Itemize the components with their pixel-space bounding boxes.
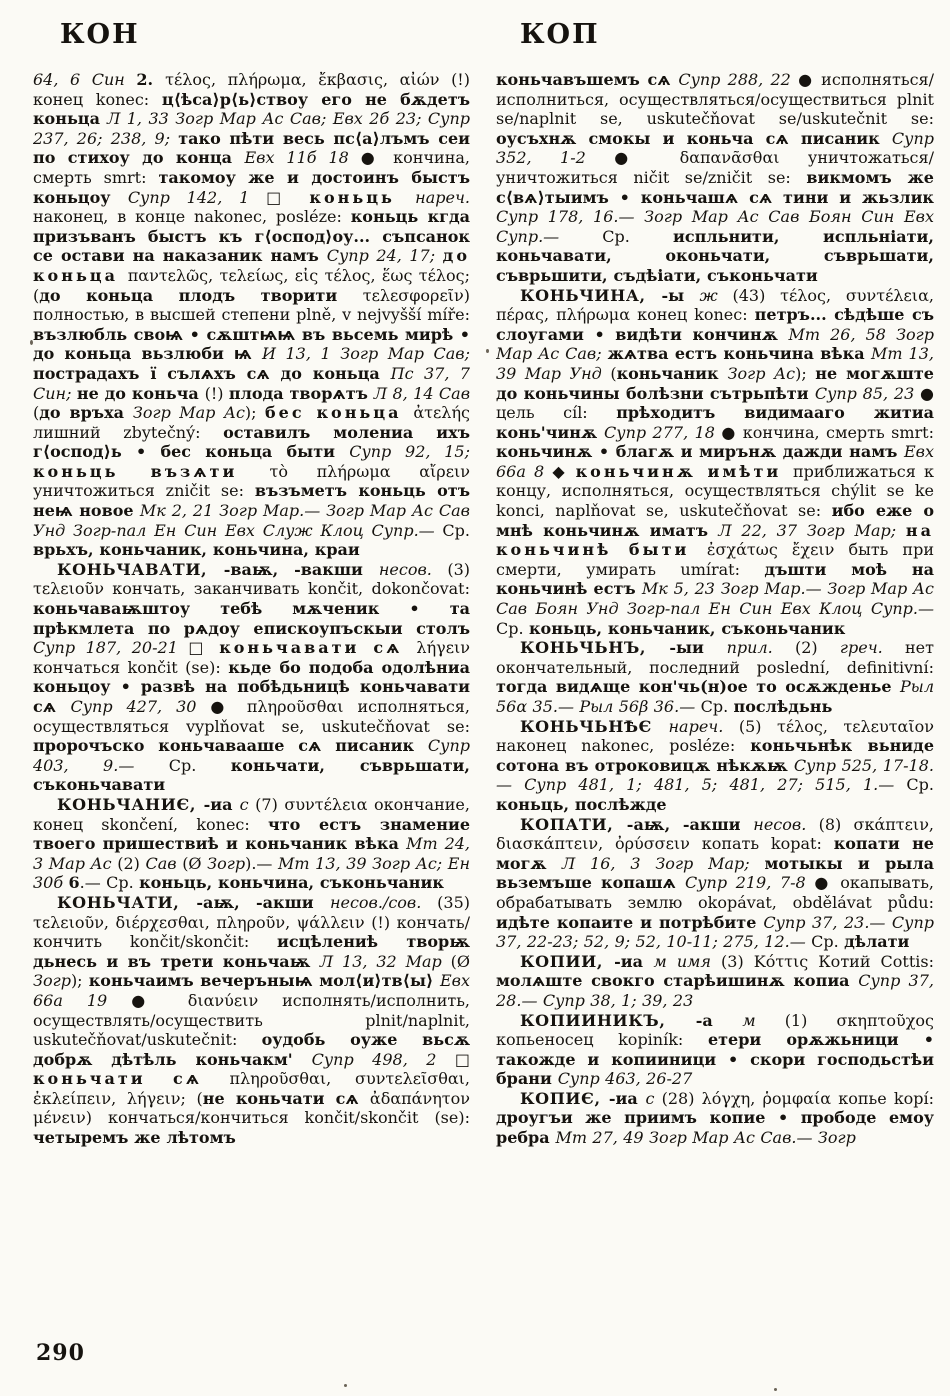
text-run: врьхъ, коньчаник, коньчина, краи xyxy=(33,540,360,560)
text-run: не могѫште до коньчины болѣзни сътрьпѣти xyxy=(496,363,934,403)
text-run: пророчъско коньчавааше сѧ писаник xyxy=(33,736,428,756)
text-run: етери орѫжьници • такожде и копииници • скори господьстѣи брани xyxy=(496,1030,934,1089)
text-run: коньчаник xyxy=(616,363,728,383)
text-run: ● кончина, смерть smrt: xyxy=(721,422,934,442)
text-run: исполняться, осуществляться vyplňovat se, uskutečňovat se: xyxy=(33,697,470,736)
scan-artifact xyxy=(774,1388,777,1391)
text-run: ); xyxy=(70,971,89,991)
text-run: (Ø xyxy=(450,951,470,971)
text-run: коньць xyxy=(309,187,416,207)
text-run: τελεσφορεῖν xyxy=(362,285,464,305)
text-run: коньчаваѭштоу тебѣ мѫченик • та прѣкмлета по рѧдоу епискоупъскыи столъ xyxy=(33,599,470,638)
text-run: уничтожаться/уничтожиться ničit se/zničit se: xyxy=(496,148,934,187)
text-run: λόγχη, ῥομφαία xyxy=(701,1088,839,1108)
text-run: коньчавъшемъ сѧ xyxy=(496,70,679,89)
text-run: Мт 26, 58 Зогр Мар Ас Сав; xyxy=(496,324,934,364)
headword: КОНЬЧАНИЄ, xyxy=(57,794,204,814)
text-run: копье kopí: xyxy=(838,1088,934,1108)
text-run: коньчати, съврьшати, съконьчавати xyxy=(33,755,470,795)
text-run: Супр 403, 9.— xyxy=(33,736,470,775)
text-run: коньчинѫ имѣти xyxy=(575,461,793,481)
text-run: что естъ знамение твоего пришествиѣ и коньчаник вѣка xyxy=(33,814,470,854)
dictionary-column-left xyxy=(33,70,470,1148)
text-run: тогда видѧще кон'чь(н)ое то осѫжденье xyxy=(496,677,901,697)
text-run: Евх 66а 8 xyxy=(496,442,934,481)
text-run: копать kopat: xyxy=(701,834,834,854)
text-run: послѣдьнь xyxy=(733,697,833,716)
headword: КОПАТИ, xyxy=(520,814,627,834)
dictionary-paragraph xyxy=(33,560,470,795)
text-run: бес коньца xyxy=(264,403,414,423)
text-run: Ср. xyxy=(700,697,734,716)
text-run: кончаться končit (se): xyxy=(33,657,229,677)
text-run: (!) xyxy=(204,383,229,403)
text-run: Рыл 56α 35.— Рыл 56β 36.— xyxy=(496,677,934,716)
text-run: кончать, заканчивать končit, dokončovat: xyxy=(112,579,470,599)
text-run: Супр 352, 1-2 xyxy=(496,128,934,168)
text-run: -ы xyxy=(661,285,700,305)
text-run: петръ... сѣдѣше съ слоугами • видѣти кончинѫ xyxy=(496,305,934,344)
text-run: τελειοῦν xyxy=(33,579,113,599)
text-run: Супр 92, 15; xyxy=(349,442,470,462)
text-run: ц⟨ѣса⟩р⟨ь⟩ствоу его не бѫдетъ коньца xyxy=(33,89,470,129)
text-run: (8) xyxy=(818,814,854,834)
headword: КОНЬЧИНА, xyxy=(520,285,662,305)
left-column-header: КОН xyxy=(60,19,140,50)
text-run: Супр 178, 16.— Зогр Мар Ас Сав Боян Син Евх Супр.— xyxy=(496,207,934,246)
text-run: 6 xyxy=(68,873,80,893)
text-run: (28) xyxy=(661,1088,702,1108)
text-run: нареч. xyxy=(415,187,470,207)
text-run: ἀδαπάνητον μένειν xyxy=(33,1088,470,1128)
text-run: .— Ср. xyxy=(79,873,140,893)
dictionary-paragraph xyxy=(33,70,470,560)
text-run: -аѭ, -акши xyxy=(626,814,754,834)
text-run: ἐσχάτως ἔχειν xyxy=(706,540,849,560)
text-run: σκηπτοῦχος xyxy=(836,1010,934,1030)
text-run: наконец nakonec, posléze: xyxy=(496,736,751,756)
text-run: σκάπτειν, διασκάπτειν, ὀρύσσειν xyxy=(496,814,934,854)
text-run: ● окапывать, обрабатывать землю okopávat, obdělávat půdu: xyxy=(496,873,934,912)
text-run: Супр 37, 28.— Супр 38, 1; 39, 23 xyxy=(496,971,934,1010)
text-run: на коньчинѣ быти xyxy=(496,520,934,560)
text-run: несов. xyxy=(378,559,448,579)
text-run: □ xyxy=(188,638,220,658)
dictionary-paragraph xyxy=(33,893,470,1148)
text-run: -аѭ, -акши xyxy=(196,892,330,912)
text-run: (7) xyxy=(255,794,285,814)
text-run: молѧште свокго старѣишинѫ копиа xyxy=(496,971,859,991)
text-run: -ыи xyxy=(669,638,727,658)
text-run: ● xyxy=(131,990,188,1010)
dictionary-paragraph xyxy=(496,815,934,952)
text-run: четыремъ же лѣтомъ xyxy=(33,1128,236,1148)
dictionary-paragraph xyxy=(496,952,934,1011)
text-run: плода творѧтъ xyxy=(228,383,374,403)
text-run: -ваѭ, -вакши xyxy=(223,559,379,579)
text-run: (3) xyxy=(447,559,470,579)
dictionary-paragraph xyxy=(496,1089,934,1148)
text-run: коньчати сѧ xyxy=(33,1069,230,1089)
text-run: конец konec: xyxy=(637,305,755,325)
text-run: ( xyxy=(33,403,40,423)
text-run: ◆ xyxy=(552,461,576,481)
text-run: □ xyxy=(266,187,310,207)
text-run: исцѣлениѣ творѭ дьнесь и въ трети коньчаѭ xyxy=(33,932,470,971)
text-run: възлюбль своѩ • сѫштѩѩ въ вьсемь мирѣ • до коньца вьзлюби ѩ xyxy=(33,324,470,364)
text-run: ἀτελής xyxy=(413,403,470,423)
dictionary-paragraph xyxy=(496,286,934,639)
text-run: коньць, послѣжде xyxy=(496,794,667,814)
text-run: до коньца xyxy=(33,246,470,285)
text-run: оставилъ молениа ихъ г⟨оспод⟩ь • бес коньца быти xyxy=(33,422,470,462)
text-run: Зогр Мар Ас xyxy=(132,403,245,423)
text-run: πληροῦσθαι xyxy=(246,697,358,716)
text-run: несов./сов. xyxy=(329,892,438,912)
text-run: коньць, коньчина, съконьчаник xyxy=(139,873,444,893)
text-run: коньчинѫ • благѫ и мирънѫ дажди намъ xyxy=(496,442,904,462)
text-run: ибо еже о мнѣ коньчинѫ иматъ xyxy=(496,501,934,540)
text-run: не до коньча xyxy=(76,383,205,403)
text-run: Κόττις xyxy=(753,951,819,971)
text-run: (1) xyxy=(784,1010,837,1030)
text-run: Супр 463, 26-27 xyxy=(557,1069,693,1089)
text-run: исполнять/исполнить, осуществлять/осуществить plnit/naplnit, uskutečňovat/uskutečnit: xyxy=(33,990,470,1050)
text-run: -иа xyxy=(203,794,240,814)
text-run: приближаться к концу, исполняться, осуществляться chýlit se ke konci, naplňovat se, uskutečňovat se: xyxy=(496,461,934,521)
text-run: (5) xyxy=(738,716,777,736)
text-run: такомоу же и достоинъ быстъ коньцоу xyxy=(33,167,470,207)
text-run: тако пѣти весь пс⟨а⟩лъмъ сеи по стихоу до конца xyxy=(33,128,470,168)
text-run: Супр 498, 2 xyxy=(311,1049,455,1069)
text-run: Сав xyxy=(145,853,183,873)
text-run: τελειοῦν, διέρχεσθαι, πληροῦν, ψάλλειν xyxy=(33,912,372,932)
text-run: дроугъи же приимъ копие • прободе емоу ребра xyxy=(496,1108,934,1148)
text-run: ) полностью, в высшей степени plně, v nejvyšší míře: xyxy=(33,285,470,325)
dictionary-column-right xyxy=(496,70,934,1148)
text-run: ● цель cíl: xyxy=(496,383,934,423)
text-run: ● исполняться/исполниться, осуществляться/осуществиться plnit se/naplnit se, uskutečňovat se/uskutečnit se: xyxy=(496,70,934,129)
text-run: ж xyxy=(699,285,733,305)
text-run: πληροῦσθαι, συντελεῖσθαι, ἐκλείπειν, λήγειν; xyxy=(33,1069,470,1108)
text-run: □ xyxy=(454,1049,470,1069)
text-run: не коньчати сѧ xyxy=(202,1088,370,1108)
text-run: Евх 66а 19 xyxy=(33,971,470,1010)
text-run: Мк 5, 23 Зогр Мар.— Зогр Мар Ас Сав Боян Унд Зогр-пал Ен Син Евх Клоц Супр.— xyxy=(496,579,934,619)
text-run: Супр 525, 17-18.— Супр 481, 1; 481, 5; 481, 27; 515, 1.— xyxy=(496,755,934,795)
text-run: коньчаимъ вечеръныѩ мол⟨и⟩тв⟨ы⟩ xyxy=(88,971,440,991)
text-run: с xyxy=(239,794,256,814)
text-run: Мт 27, 49 Зогр Мар Ас Сав.— Зогр xyxy=(555,1128,856,1148)
dictionary-paragraph xyxy=(496,638,934,716)
text-run: пострадахъ ї сълѧхъ сѧ до коньца xyxy=(33,363,391,383)
right-column-header: КОП xyxy=(520,19,600,50)
dictionary-paragraph xyxy=(496,717,934,815)
text-run: Евх 11б 18 xyxy=(244,148,361,168)
text-run: Пс 37, 7 Син; xyxy=(33,363,470,403)
text-run: Л 13, 32 Мар xyxy=(319,951,451,971)
text-run: коньць, коньчаник, съконьчаник xyxy=(528,618,846,638)
text-run: Супр 142, 1 xyxy=(127,187,267,207)
text-run: (!) конец konec: xyxy=(33,70,470,109)
text-run: коньць възѧти xyxy=(33,461,270,481)
text-run: Супр 277, 18 xyxy=(604,422,722,442)
text-run: (2) xyxy=(795,638,840,658)
headword: КОПИИНИКЪ, xyxy=(520,1010,696,1030)
text-run: δαπανᾶσθαι xyxy=(679,148,808,168)
text-run: мотыкы и рыла вьземъше копашѧ xyxy=(496,853,934,893)
text-run: Ср. xyxy=(811,932,845,952)
text-run: наконец, в конце nakonec, posléze: xyxy=(33,207,351,227)
text-run: Супр 427, 30 xyxy=(70,697,211,716)
text-run: быть при смерти, умирать umírat: xyxy=(496,540,934,579)
text-run: ).— xyxy=(245,853,279,873)
text-run: копати не могѫ xyxy=(496,834,934,873)
text-run: Л 22, 37 Зогр Мар; xyxy=(718,520,906,540)
text-run: Супр 187, 20-21 xyxy=(33,638,189,658)
text-run: (!) кончать/кончить končit/skončit: xyxy=(33,912,470,952)
text-run: -а xyxy=(695,1010,743,1030)
text-run: (2) xyxy=(117,853,146,873)
text-run: τέλος, τελευταῖον xyxy=(776,716,934,736)
text-run: ) кончаться/кончиться končit/skončit (se): xyxy=(85,1108,470,1128)
text-run: 64, 6 Син xyxy=(33,70,137,89)
text-run: несов. xyxy=(753,814,819,834)
text-run: Л 8, 14 Сав xyxy=(373,383,470,403)
text-run: с xyxy=(645,1088,662,1108)
text-run: копьеносец kopiník: xyxy=(496,1030,708,1050)
text-run: διανύειν xyxy=(187,990,283,1010)
text-run: Ср. xyxy=(168,755,231,775)
scan-artifact xyxy=(486,349,489,353)
text-run: (35) xyxy=(437,892,470,912)
text-run: Л 1, 33 Зогр Мар Ас Сав; Евх 2б 23; Супр 237, 26; 238, 9; xyxy=(33,109,470,148)
text-run: испльнити, испльніати, коньчавати, оконьчати, съврьшати, съврьшити, съдѣіати, съконьчати xyxy=(496,226,934,285)
text-run: (43) xyxy=(732,285,781,305)
text-run: дъшти моѣ на коньчинѣ естъ xyxy=(496,559,934,599)
text-run: ( xyxy=(196,1088,203,1108)
text-run: идѣте копаите и потрѣбите xyxy=(496,912,764,932)
text-run: възъметъ коньць отъ неѩ новое xyxy=(33,481,470,521)
text-run: Котий Cottis: xyxy=(818,951,934,971)
scan-artifact xyxy=(30,340,33,345)
text-run: прѣходитъ видимааго житиа конь'чинѫ xyxy=(496,403,934,442)
text-run: нареч. xyxy=(668,716,739,736)
headword: КОПИЄ, xyxy=(520,1088,609,1108)
text-run: Супр 219, 7-8 xyxy=(684,873,815,893)
dictionary-paragraph xyxy=(496,70,934,286)
text-run: Супр 288, 22 xyxy=(678,70,799,89)
scan-artifact xyxy=(344,1384,347,1387)
text-run: τὸ πλήρωμα αἴρειν xyxy=(269,461,470,481)
text-run: Л 16, 3 Зогр Мар; xyxy=(561,853,765,873)
text-run: греч. xyxy=(839,638,905,658)
text-run: -иа xyxy=(608,1088,646,1108)
text-run: Зогр xyxy=(33,971,71,991)
text-run: лишний zbytečný: xyxy=(33,422,224,442)
text-run: И 13, 1 Зогр Мар Сав; xyxy=(261,344,470,364)
headword: КОНЬЧАВАТИ, xyxy=(57,559,224,579)
text-run: Супр 24, 17; xyxy=(326,246,443,266)
text-run: ● xyxy=(210,697,247,716)
text-run: до коньца плодъ творити xyxy=(39,285,363,305)
text-run: ( xyxy=(33,285,40,305)
text-run: кьде бо подоба одолѣниа коньцоу • развѣ на побѣдьницѣ коньчавати сѧ xyxy=(33,657,470,716)
text-run: коньчьнѣк вьниде сотона въ отроковицѫ нѣкѫѭ xyxy=(496,736,934,775)
dictionary-paragraph xyxy=(496,1011,934,1089)
text-run: нет окончательный, последний poslední, definitivní: xyxy=(496,638,934,677)
text-run: παντελῶς, τελείως, εἰς τέλος, ἕως τέλος; xyxy=(127,265,470,285)
text-run: (3) xyxy=(721,951,754,971)
text-run: коньчавати сѧ xyxy=(219,638,417,658)
text-run: -иа xyxy=(614,951,654,971)
text-run: оусъхнѫ смокы и коньча сѧ писаник xyxy=(496,128,892,148)
text-run: дѣлати xyxy=(844,932,910,952)
text-run: Супр 37, 23.— Супр 37, 22-23; 52, 9; 52, 10-11; 275, 12.— xyxy=(496,912,934,952)
text-run: жѧтва естъ коньчина вѣка xyxy=(607,344,872,364)
text-run: оудобь оуже вьсѫ добрѫ дѣтѣль коньчакм' xyxy=(33,1030,470,1069)
text-run: συντέλεια xyxy=(284,794,375,814)
text-run: Супр 85, 23 xyxy=(814,383,921,403)
text-run: ); xyxy=(244,403,265,423)
text-run: (Ø xyxy=(182,853,208,873)
text-run: викмомъ же с⟨вѧ⟩тыимъ • коньчашѧ сѧ тини и жьзлик xyxy=(496,167,934,207)
text-run: ( xyxy=(610,363,617,383)
headword: КОПИИ, xyxy=(520,951,615,971)
text-run: ); xyxy=(795,363,816,383)
page-number: 290 xyxy=(36,1340,85,1366)
text-run: τέλος, συντέλεια, πέρας, πλήρωμα xyxy=(496,285,934,325)
text-run: λήγειν xyxy=(416,638,470,658)
text-run: ● xyxy=(614,148,680,168)
text-run: Мт 13, 39 Зогр Ас; Ен 30б xyxy=(33,853,470,893)
text-run: ● кончина, смерть smrt: xyxy=(33,148,470,187)
dictionary-paragraph xyxy=(33,795,470,893)
text-run: Ср. xyxy=(442,520,470,540)
text-run: Зогр xyxy=(207,853,246,873)
text-run: τέλος, πλήρωμα, ἔκβασις, αἰών xyxy=(165,70,452,89)
text-run: 2. xyxy=(136,70,166,89)
text-run: до връха xyxy=(39,403,133,423)
text-run: м имя xyxy=(653,951,722,971)
text-run: прил. xyxy=(726,638,795,658)
text-run: окончание, конец skončení, konec: xyxy=(33,794,470,834)
text-run: Мт 13, 39 Мар Унд xyxy=(496,344,934,383)
text-run: Ср. xyxy=(906,775,934,795)
headword: КОНЬЧАТИ, xyxy=(57,892,197,912)
text-run: коньць кгда призъванъ быстъ къ г⟨оспод⟩оу... съпсанок се остави на наказаник намъ xyxy=(33,207,470,266)
headword: КОНЬЧЬНЪ, xyxy=(520,638,670,658)
text-run: Ср. xyxy=(602,226,674,246)
text-run: Мт 24, 3 Мар Ас xyxy=(33,834,470,873)
text-run: Зогр Ас xyxy=(727,363,796,383)
text-run: Ср. xyxy=(496,618,529,638)
text-run: Мк 2, 21 Зогр Мар.— Зогр Мар Ас Сав Унд Зогр-пал Ен Син Евх Служ Клоц Супр.— xyxy=(33,501,470,540)
text-run: уничтожиться zničit se: xyxy=(33,481,255,501)
headword: КОНЬЧЬНѢЄ xyxy=(520,716,669,736)
text-run: м xyxy=(742,1010,785,1030)
